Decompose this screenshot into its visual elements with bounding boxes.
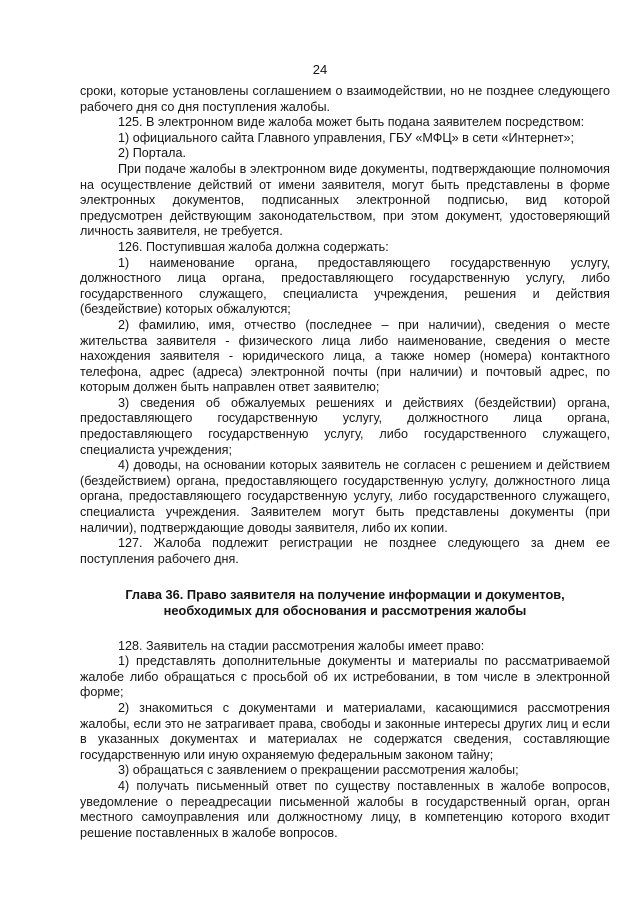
chapter-heading (80, 587, 610, 618)
paragraph: 125. В электронном виде жалоба может быть подана заявителем посредством: (118, 115, 585, 130)
paragraph: 2) знакомиться с документами и материалами, касающимися рассмотрения жалобы, если это не затрагивает права, свободы и законные интересы других лиц и если в указанных документах и материалах не содержатся сведения, составляющие государственную или иную охраняемую федеральным законом тайну; (80, 700, 610, 762)
paragraph: 4) доводы, на основании которых заявитель не согласен с решением и действием (бездействием) органа, предоставляющего государственную услугу, должностного лица органа, предоставляющего государственную услугу, либо государственного служащего, специалиста учреждения. Заявителем могут быть представлены документы (при наличии), подтверждающие доводы заявителя, либо их копии. (80, 458, 610, 535)
paragraph: 2) Портала. (118, 146, 186, 161)
page-number: 24 (312, 62, 328, 77)
paragraph: 128. Заявитель на стадии рассмотрения жалобы имеет право: (118, 638, 485, 653)
paragraph: 3) обращаться с заявлением о прекращении рассмотрения жалобы; (118, 763, 519, 778)
chapter-heading-line: Глава 36. Право заявителя на получение информации и документов, (125, 587, 565, 603)
paragraph: 2) фамилию, имя, отчество (последнее – при наличии), сведения о месте жительства заявителя - физического лица либо наименование, сведения о месте нахождения заявителя - юридического лица, а также номер (номера) контактного телефона, адрес (адреса) электронной почты (при наличии) и почтовый адрес, по которым должен быть направлен ответ заявителю; (80, 317, 610, 395)
paragraph: 127. Жалоба подлежит регистрации не позднее следующего за днем ее поступления рабочего дня. (80, 536, 610, 566)
paragraph: 1) наименование органа, предоставляющего государственную услугу, должностного лица органа, предоставляющего государственную услугу, либо государственного служащего, специалиста учреждения, решения и действия (бездействие) которых обжалуются; (80, 255, 610, 317)
paragraph: 1) представлять дополнительные документы и материалы по рассматриваемой жалобе либо обращаться с просьбой об их истребовании, в том числе в электронной форме; (80, 654, 610, 700)
paragraph: 1) официального сайта Главного управления, ГБУ «МФЦ» в сети «Интернет»; (118, 130, 574, 145)
paragraph: сроки, которые установлены соглашением о взаимодействии, но не позднее следующего рабочего дня со дня поступления жалобы. (80, 84, 610, 114)
paragraph: При подаче жалобы в электронном виде документы, подтверждающие полномочия на осуществление действий от имени заявителя, могут быть представлены в форме электронных документов, подписанных электронной подписью, вид которой предусмотрен действующим законодательством, при этом документ, удостоверяющий личность заявителя, не требуется. (80, 161, 610, 239)
paragraphs-after-heading (80, 639, 610, 842)
paragraphs-before-heading (80, 84, 610, 567)
paragraph: 4) получать письменный ответ по существу поставленных в жалобе вопросов, уведомление о переадресации письменной жалобы в государственный орган, орган местного самоуправления или должностному лицу, в компетенцию которого входит решение поставленных в жалобе вопросов. (80, 778, 610, 840)
document-body (80, 84, 610, 841)
paragraph: 126. Поступившая жалоба должна содержать: (118, 239, 389, 254)
chapter-heading-line: необходимых для обоснования и рассмотрения жалобы (163, 603, 527, 618)
paragraph: 3) сведения об обжалуемых решениях и действиях (бездействии) органа, предоставляющего государственную услугу, должностного лица органа, предоставляющего государственную услугу, либо государственного служащего, специалиста учреждения; (80, 395, 610, 457)
